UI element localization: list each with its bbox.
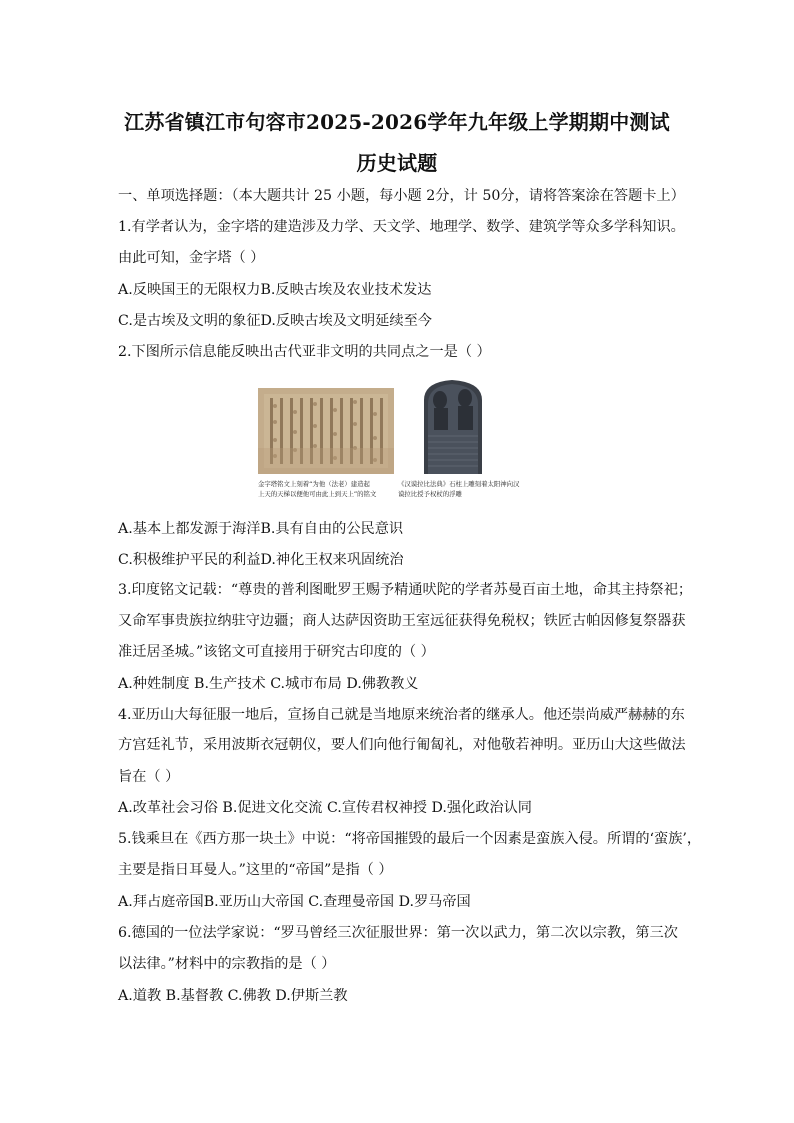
question-line: 1.有学者认为，金字塔的建造涉及力学、天文学、地理学、数学、建筑学等众多学科知识。 [118,219,685,235]
figure-caption-right [398,479,519,499]
question-line: 方宫廷礼节，采用波斯衣冠朝仪，要人们向他行匍匐礼，对他敬若神明。亚历山大这些做法 [118,737,686,753]
question-line: 由此可知，金字塔（ ） [118,250,265,266]
question-figure [258,378,542,504]
question-line: 4.亚历山大每征服一地后，宣扬自己就是当地原来统治者的继承人。他还崇尚威严赫赫的东 [118,707,685,723]
exam-subtitle: 历史试题 [356,151,438,175]
exam-title: 江苏省镇江市句容市2025-2026学年九年级上学期期中测试 [124,110,670,134]
question-line: 主要是指日耳曼人。”这里的“帝国”是指（ ） [118,862,393,878]
option-line: A.基本上都发源于海洋B.具有自由的公民意识 [118,521,404,537]
option-line: A.反映国王的无限权力B.反映古埃及农业技术发达 [118,282,432,298]
question-line: 以法律。”材料中的宗教指的是（ ） [118,956,336,972]
figure-caption-left [258,479,376,499]
question-line: 旨在（ ） [118,769,180,785]
option-line: C.积极维护平民的利益D.神化王权来巩固统治 [118,552,404,568]
option-line: A.种姓制度 B.生产技术 C.城市布局 D.佛教教义 [118,676,419,692]
pyramid-inscription-image [258,388,394,474]
question-line: 又命军事贵族拉纳驻守边疆；商人达萨因资助王室远征获得免税权；铁匠古帕因修复祭器获 [118,613,686,629]
question-line: 准迁居圣城。”该铭文可直接用于研究古印度的（ ） [118,644,435,660]
question-line: 2.下图所示信息能反映出古代亚非文明的共同点之一是（ ） [118,344,491,360]
caption-line: 金字塔铭文上刻着“为他（法老）建造起 [258,480,370,488]
question-line: 6.德国的一位法学家说：“罗马曾经三次征服世界：第一次以武力，第二次以宗教，第三次 [118,925,678,941]
question-line: 3.印度铭文记载：“尊贵的普利图毗罗王赐予精通吠陀的学者苏曼百亩土地，命其主持祭祀； [118,582,693,598]
option-line: C.是古埃及文明的象征D.反映古埃及文明延续至今 [118,313,432,329]
section-heading: 一、单项选择题：（本大题共计 25 小题，每小题 2分，计 50分，请将答案涂在答题卡上） [118,188,685,204]
option-line: A.道教 B.基督教 C.佛教 D.伊斯兰教 [118,988,348,1004]
hammurabi-stele-image [410,378,542,474]
option-line: A.改革社会习俗 B.促进文化交流 C.宣传君权神授 D.强化政治认同 [118,800,532,816]
question-line: 5.钱乘旦在《西方那一块土》中说：“将帝国摧毁的最后一个因素是蛮族入侵。所谓的‘蛮族’， [118,831,702,847]
option-line: A.拜占庭帝国B.亚历山大帝国 C.查理曼帝国 D.罗马帝国 [118,894,471,910]
caption-line: 上天的天梯以便他可由此上到天上”的铭文 [258,490,377,498]
caption-line: 《汉谟拉比法典》石柱上雕刻着太阳神向汉 [398,480,520,488]
caption-line: 谟拉比授予权杖的浮雕 [398,490,462,498]
